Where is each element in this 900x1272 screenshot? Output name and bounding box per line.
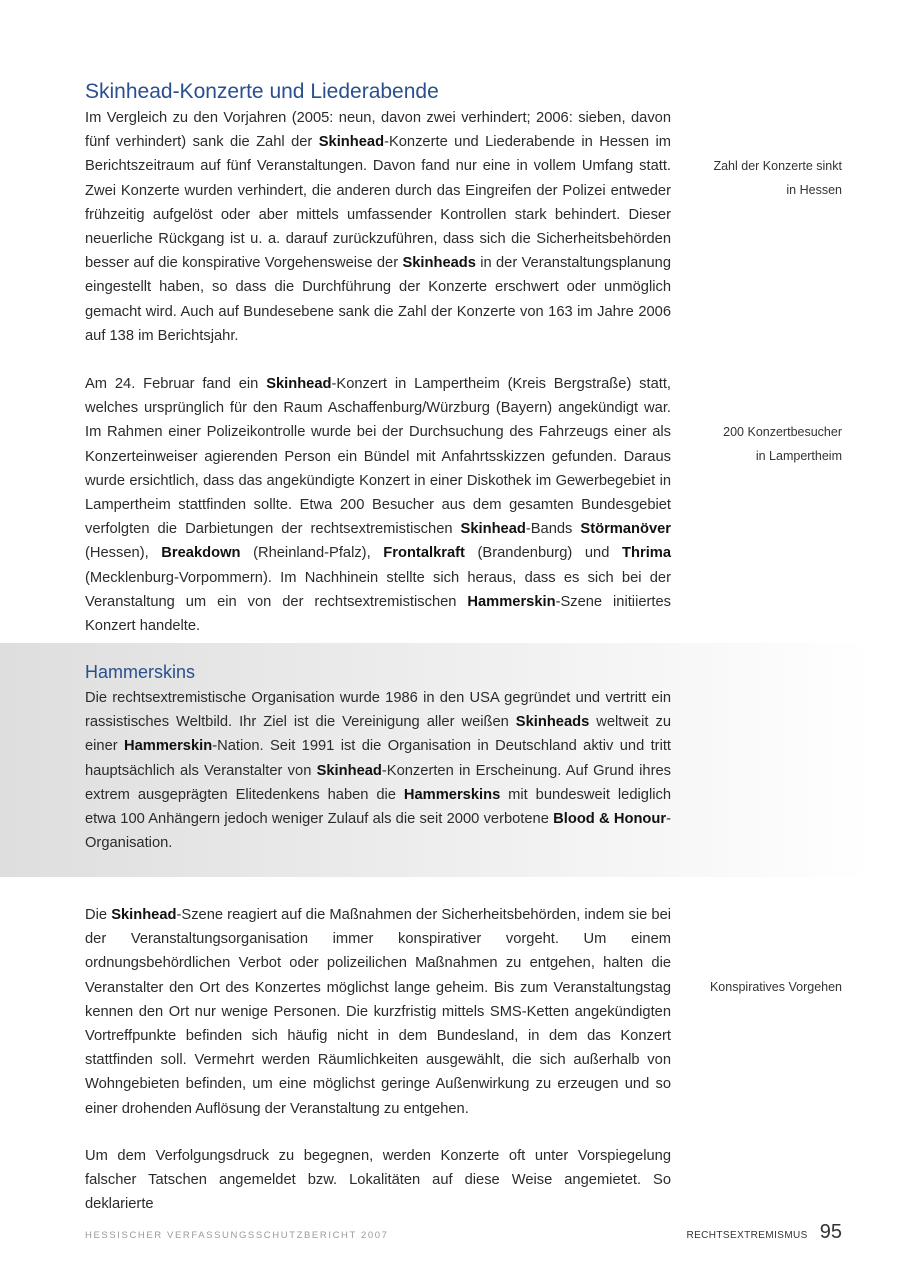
text-run: -Nation. Seit 1991 ist die Organisation in Deutschland aktiv und tritt hauptsächlich als Veranstalter von (85, 738, 671, 779)
bold-term: Skinheads (402, 255, 476, 272)
margin-note-konzertbesucher (667, 420, 842, 468)
bold-term: Skinhead (460, 521, 526, 538)
paragraph-konzerte-zahl (85, 106, 671, 348)
bold-term: Thrima (622, 545, 671, 562)
margin-note-line: in Hessen (786, 183, 842, 197)
text-run: (Rheinland-Pfalz), (240, 545, 384, 562)
bold-term: Breakdown (161, 545, 241, 562)
text-run: -Szene reagiert auf die Maßnahmen der Sicherheitsbehörden, indem sie bei der Veranstaltungsorganisation immer konspirativer vorgeht. Um einem ordnungsbehördlichen Verbot oder polizeilichen Maßnahmen zu entgehen, halten die Veranstalter den Ort des Konzertes möglichst lange geheim. Bis zum Veranstaltungstag kennen den Ort nur wenige Personen. Die kurzfristig mittels SMS-Ketten angekündigten Vortreffpunkte befinden sich häufig nicht in dem Bundesland, in dem das Konzert stattfinden soll. Vermehrt werden Räumlichkeiten ausgewählt, die sich außerhalb von Wohngebieten befinden, um eine möglichst geringe Außenwirkung zu erzeugen und so einer drohenden Auflösung der Veranstaltung zu entgehen. (85, 907, 671, 1117)
footer-right (686, 1221, 842, 1244)
text-run: -Konzerten in Erscheinung. Auf Grund ihres extrem ausgeprägten Elitedenkens haben die (85, 762, 671, 803)
text-run: Im Vergleich zu den Vorjahren (2005: neun, davon zwei verhindert; 2006: sieben, davon fünf verhindert) sank die Zahl der (85, 110, 671, 151)
margin-note-line: in Lampertheim (755, 449, 842, 463)
margin-note-konspiratives-vorgehen: Konspiratives Vorgehen (709, 980, 842, 994)
text-run: in der Veranstaltungsplanung eingestellt haben, so dass die Durchführung der Konzerte erschwert oder unmöglich gemacht wird. Auch auf Bundesebene sank die Zahl der Konzerte von 163 im Jahre 2006 auf 138 im Berichtsjahr. (85, 255, 672, 344)
text-run: -Bands (525, 521, 581, 538)
text-run: Die (85, 907, 112, 923)
text-run: (Hessen), (85, 545, 162, 562)
infobox-title: Hammerskins (85, 662, 196, 682)
bold-term: Skinhead (111, 907, 177, 923)
footer-section-name: RECHTSEXTREMISMUS (686, 1230, 808, 1241)
paragraph-lampertheim-konzert (85, 372, 671, 638)
bold-term: Hammerskins (403, 786, 501, 803)
infobox-paragraph (85, 686, 671, 855)
margin-note-line: Zahl der Konzerte sinkt (713, 159, 842, 173)
page-number: 95 (819, 1221, 842, 1243)
text-run: Um dem Verfolgungsdruck zu begegnen, werden Konzerte oft unter Vorspiegelung falscher Tatschen angemeldet bzw. Lokalitäten auf diese Weise angemietet. So deklarierte (85, 1148, 671, 1213)
bold-term: Skinhead (266, 376, 332, 392)
text-run: mit bundesweit lediglich etwa 100 Anhängern jedoch weniger Zulauf als die seit 2000 verbotene (85, 786, 671, 828)
margin-note-konzerte-sinken (667, 154, 842, 202)
bold-term: Skinheads (515, 714, 590, 731)
bold-term: Störmanöver (580, 521, 672, 538)
margin-note-line: 200 Konzertbesucher (723, 425, 842, 439)
text-run: Die rechtsextremistische Organisation wurde 1986 in den USA gegründet und vertritt ein rassistisches Weltbild. Ihr Ziel ist die Vereinigung aller weißen (85, 690, 671, 731)
bold-term: Hammerskin (124, 738, 213, 755)
text-run: -Organisation. (85, 811, 671, 852)
paragraph-konspirativ (85, 903, 671, 1121)
text-run: -Konzerte und Liederabende in Hessen im Berichtszeitraum auf fünf Veranstaltungen. Davon fand nur eine in vollem Umfang statt. Zwei Konzerte wurden verhindert, die anderen durch das Eingreifen der Polizei entweder frühzeitig aufgelöst oder aber mittels umfassender Kontrollen stark behindert. Dieser neuerliche Rückgang ist u. a. darauf zurückzuführen, dass sich die Sicherheitsbehörden besser auf die konspirative Vorgehensweise der (85, 134, 671, 272)
footer-publication-title: HESSISCHER VERFASSUNGSSCHUTZBERICHT 2007 (85, 1230, 389, 1241)
text-run: weltweit zu einer (85, 714, 671, 755)
text-run: (Brandenburg) und (464, 545, 623, 562)
bold-term: Skinhead (318, 134, 385, 151)
bold-term: Frontalkraft (383, 545, 465, 562)
text-run: -Konzert in Lampertheim (Kreis Bergstraße) statt, welches ursprünglich für den Raum Aschaffenburg/Würzburg (Bayern) angekündigt war. Im Rahmen einer Polizeikontrolle wurde bei der Durchsuchung des Fahrzeugs einer als Konzerteinweiser agierenden Person ein Bündel mit Anfahrtsskizzen gefunden. Daraus wurde ersichtlich, dass das angekündigte Konzert in einer Diskothek im Gewerbegebiet in Lampertheim stattfinden sollte. Etwa 200 Besucher aus dem gesamten Bundesgebiet verfolgten die Darbietungen der rechtsextremistischen (85, 376, 671, 538)
section-heading-skinhead-konzerte: Skinhead-Konzerte und Liederabende (85, 80, 439, 103)
text-run: Am 24. Februar fand ein (85, 376, 267, 392)
paragraph-verfolgungsdruck (85, 1144, 671, 1217)
text-run: (Mecklenburg-Vorpommern). Im Nachhinein stellte sich heraus, dass es sich bei der Veranstaltung um ein von der rechtsextremistischen (85, 569, 671, 610)
bold-term: Skinhead (316, 762, 382, 779)
bold-term: Blood & Honour (553, 811, 667, 828)
text-run: -Szene initiiertes Konzert handelte. (85, 593, 671, 635)
bold-term: Hammerskin (467, 593, 556, 610)
